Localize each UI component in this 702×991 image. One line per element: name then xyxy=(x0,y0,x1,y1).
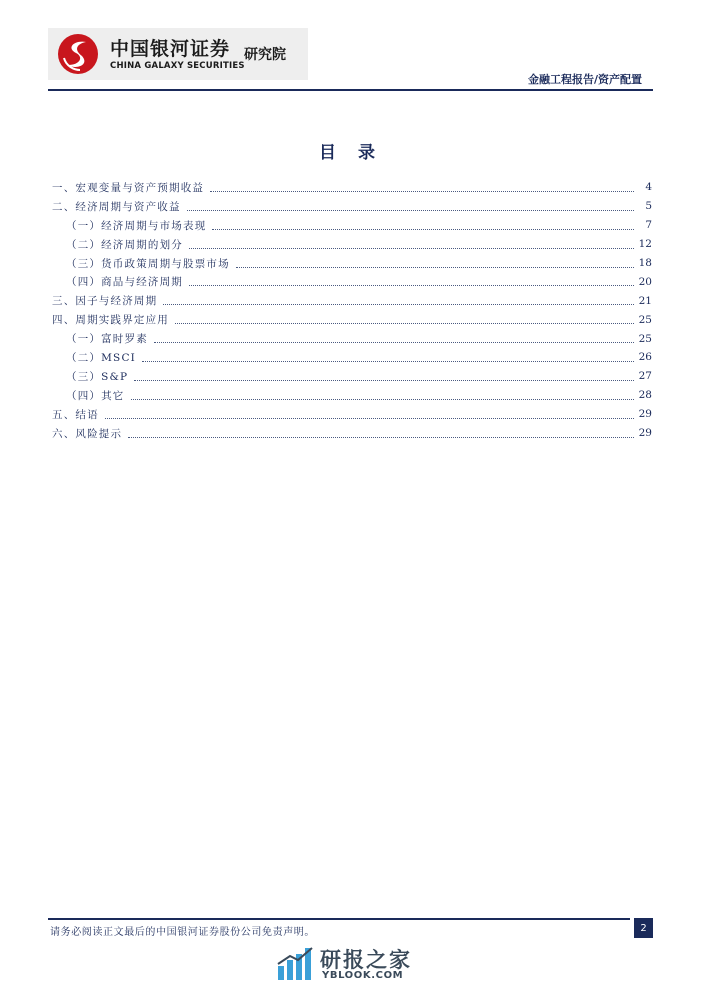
table-of-contents xyxy=(52,178,652,442)
toc-dot-leader xyxy=(236,257,634,268)
toc-entry-page: 20 xyxy=(638,275,652,288)
toc-entry-page: 5 xyxy=(645,200,652,213)
toc-dot-leader xyxy=(142,351,634,362)
toc-entry-page: 25 xyxy=(638,332,652,345)
toc-dot-leader xyxy=(212,219,634,230)
toc-entry[interactable] xyxy=(52,216,652,235)
footer-disclaimer: 请务必阅读正文最后的中国银河证券股份公司免责声明。 xyxy=(50,927,315,938)
toc-entry-page: 27 xyxy=(638,370,652,383)
toc-entry-label: （二）MSCI xyxy=(66,351,137,364)
toc-dot-leader xyxy=(154,332,634,343)
page-header xyxy=(0,0,702,95)
logo-institute: 研究院 xyxy=(244,47,286,63)
watermark-chinese: 研报之家 xyxy=(320,948,412,972)
toc-entry-label: （一）经济周期与市场表现 xyxy=(66,219,207,232)
toc-entry-page: 29 xyxy=(638,427,652,440)
toc-entry[interactable] xyxy=(52,424,652,443)
toc-entry-label: 三、因子与经济周期 xyxy=(52,295,158,308)
toc-entry[interactable] xyxy=(52,254,652,273)
toc-dot-leader xyxy=(134,370,634,381)
toc-entry[interactable] xyxy=(52,235,652,254)
toc-entry-page: 25 xyxy=(638,313,652,326)
toc-entry-page: 26 xyxy=(638,351,652,364)
toc-dot-leader xyxy=(175,313,634,324)
toc-entry[interactable] xyxy=(52,405,652,424)
toc-entry-page: 4 xyxy=(645,181,652,194)
toc-dot-leader xyxy=(189,238,634,249)
toc-dot-leader xyxy=(105,408,634,419)
toc-entry[interactable] xyxy=(52,310,652,329)
toc-entry-page: 21 xyxy=(638,294,652,307)
header-divider xyxy=(48,89,653,91)
toc-dot-leader xyxy=(187,200,634,211)
toc-title: 目 录 xyxy=(319,143,383,163)
footer-divider xyxy=(48,918,630,920)
toc-entry-label: 二、经济周期与资产收益 xyxy=(52,200,181,213)
toc-entry-page: 7 xyxy=(645,219,652,232)
toc-entry[interactable] xyxy=(52,197,652,216)
toc-entry[interactable] xyxy=(52,367,652,386)
galaxy-logo-icon xyxy=(56,32,100,76)
logo-chinese-name: 中国银河证券 xyxy=(110,38,231,60)
page-number-badge: 2 xyxy=(634,918,653,938)
toc-entry[interactable] xyxy=(52,291,652,310)
toc-dot-leader xyxy=(163,294,634,305)
report-type: 金融工程报告/资产配置 xyxy=(527,73,642,86)
toc-entry-label: （四）商品与经济周期 xyxy=(66,276,183,289)
toc-entry-label: （三）货币政策周期与股票市场 xyxy=(66,257,230,270)
toc-entry[interactable] xyxy=(52,386,652,405)
toc-entry-label: （一）富时罗素 xyxy=(66,333,148,346)
toc-entry[interactable] xyxy=(52,329,652,348)
toc-entry-label: 六、风险提示 xyxy=(52,427,123,440)
logo-english-name: CHINA GALAXY SECURITIES xyxy=(110,61,245,71)
toc-entry-label: 一、宏观变量与资产预期收益 xyxy=(52,181,205,194)
toc-entry-page: 18 xyxy=(638,257,652,269)
company-logo xyxy=(48,28,308,80)
toc-entry-page: 29 xyxy=(638,408,652,421)
bar-chart-icon xyxy=(276,946,314,982)
toc-dot-leader xyxy=(131,389,635,400)
toc-entry-label: （二）经济周期的划分 xyxy=(66,238,183,251)
toc-entry-label: 四、周期实践界定应用 xyxy=(52,314,169,327)
toc-entry[interactable] xyxy=(52,272,652,291)
watermark-english: YBLOOK.COM xyxy=(322,970,404,981)
toc-dot-leader xyxy=(128,427,634,438)
toc-entry-page: 12 xyxy=(638,238,652,251)
toc-entry-page: 28 xyxy=(638,389,652,402)
toc-entry-label: （三）S&P xyxy=(66,370,129,383)
toc-entry-label: 五、结语 xyxy=(52,408,99,421)
toc-entry-label: （四）其它 xyxy=(66,389,125,402)
toc-dot-leader xyxy=(189,275,634,286)
toc-entry[interactable] xyxy=(52,178,652,197)
toc-entry[interactable] xyxy=(52,348,652,367)
toc-dot-leader xyxy=(210,181,634,192)
watermark xyxy=(276,944,436,984)
